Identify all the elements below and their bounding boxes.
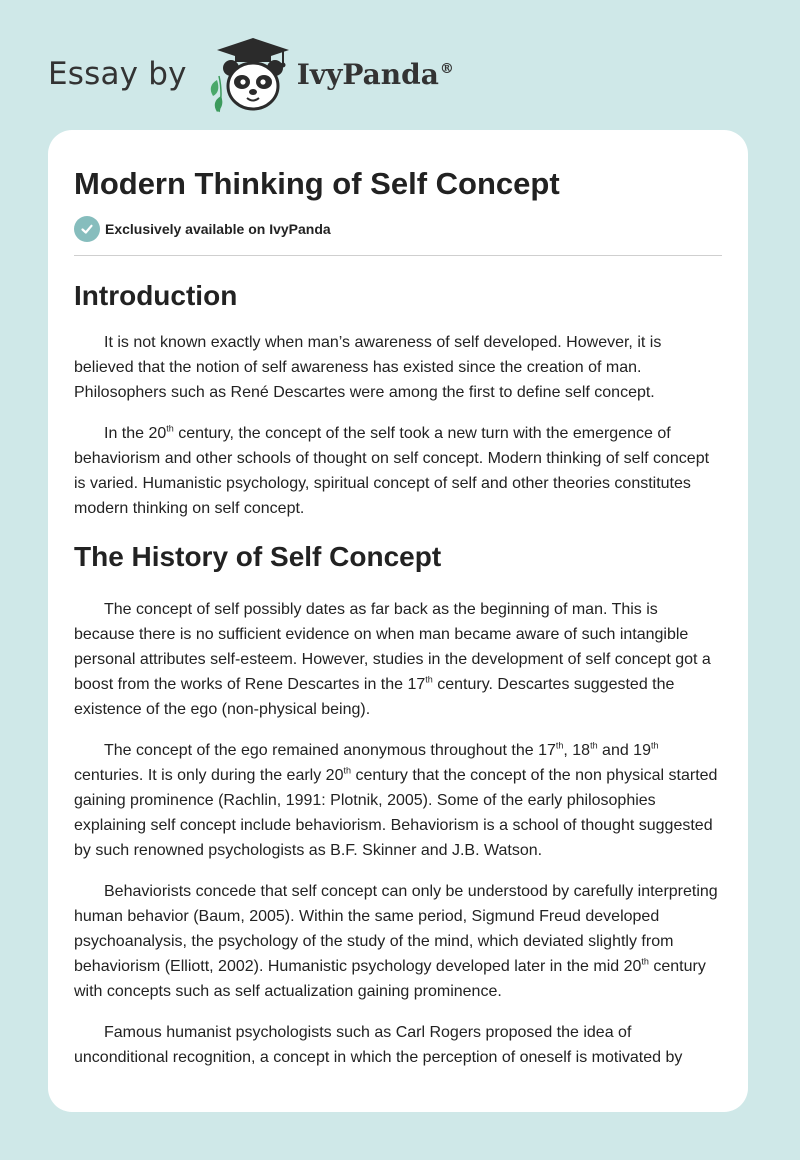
section-heading-introduction: Introduction bbox=[74, 280, 238, 311]
brand-name: IvyPanda® bbox=[296, 57, 454, 91]
paragraph: It is not known exactly when man’s awareness of self developed. However, it is believed that the notion of self awareness has existed since the creation of man. Philosophers such as René Descartes were among the first to define self concept. bbox=[74, 334, 662, 401]
badge-text: Exclusively available on IvyPanda bbox=[105, 221, 331, 237]
paragraph: In the 20th century, the concept of the self took a new turn with the emergence of behaviorism and other schools of thought on self concept. Modern thinking of self concept is varied. Humanistic psychology, spiritual concept of self and other theories constitutes modern thinking on self concept. bbox=[74, 423, 710, 517]
paragraph: Famous humanist psychologists such as Carl Rogers proposed the idea of unconditional recognition, a concept in which the perception of oneself is motivated by bbox=[74, 1024, 683, 1066]
exclusive-badge bbox=[74, 216, 722, 242]
paragraph: Behaviorists concede that self concept can only be understood by carefully interpreting human behavior (Baum, 2005). Within the same period, Sigmund Freud developed psychoanalysis, the psychology of the study of the mind, which deviated slightly from behaviorism (Elliott, 2002). Humanistic psychology developed later in the mid 20th century with concepts such as self actualization gaining prominence. bbox=[74, 883, 718, 1000]
check-icon bbox=[74, 216, 100, 242]
section-heading-history: The History of Self Concept bbox=[74, 541, 442, 572]
article-card bbox=[48, 130, 748, 1112]
divider bbox=[74, 255, 722, 256]
essay-by-label: Essay by bbox=[48, 56, 187, 92]
article-title: Modern Thinking of Self Concept bbox=[74, 166, 560, 201]
site-header bbox=[48, 34, 508, 114]
ivypanda-logo-icon[interactable] bbox=[203, 34, 295, 114]
paragraph: The concept of self possibly dates as far back as the beginning of man. This is because there is no sufficient evidence on when man became aware of such intangible personal attributes self-esteem. However, studies in the development of self concept got a boost from the works of Rene Descartes in the 17th century. Descartes suggested the existence of the ego (non-physical being). bbox=[74, 601, 711, 718]
paragraph: The concept of the ego remained anonymous throughout the 17th, 18th and 19th centuries. It is only during the early 20th century that the concept of the non physical started gaining prominence (Rachlin, 1991: Plotnik, 2005). Some of the early philosophies explaining self concept include behaviorism. Behaviorism is a school of thought suggested by such renowned psychologists as B.F. Skinner and J.B. Watson. bbox=[74, 740, 718, 859]
